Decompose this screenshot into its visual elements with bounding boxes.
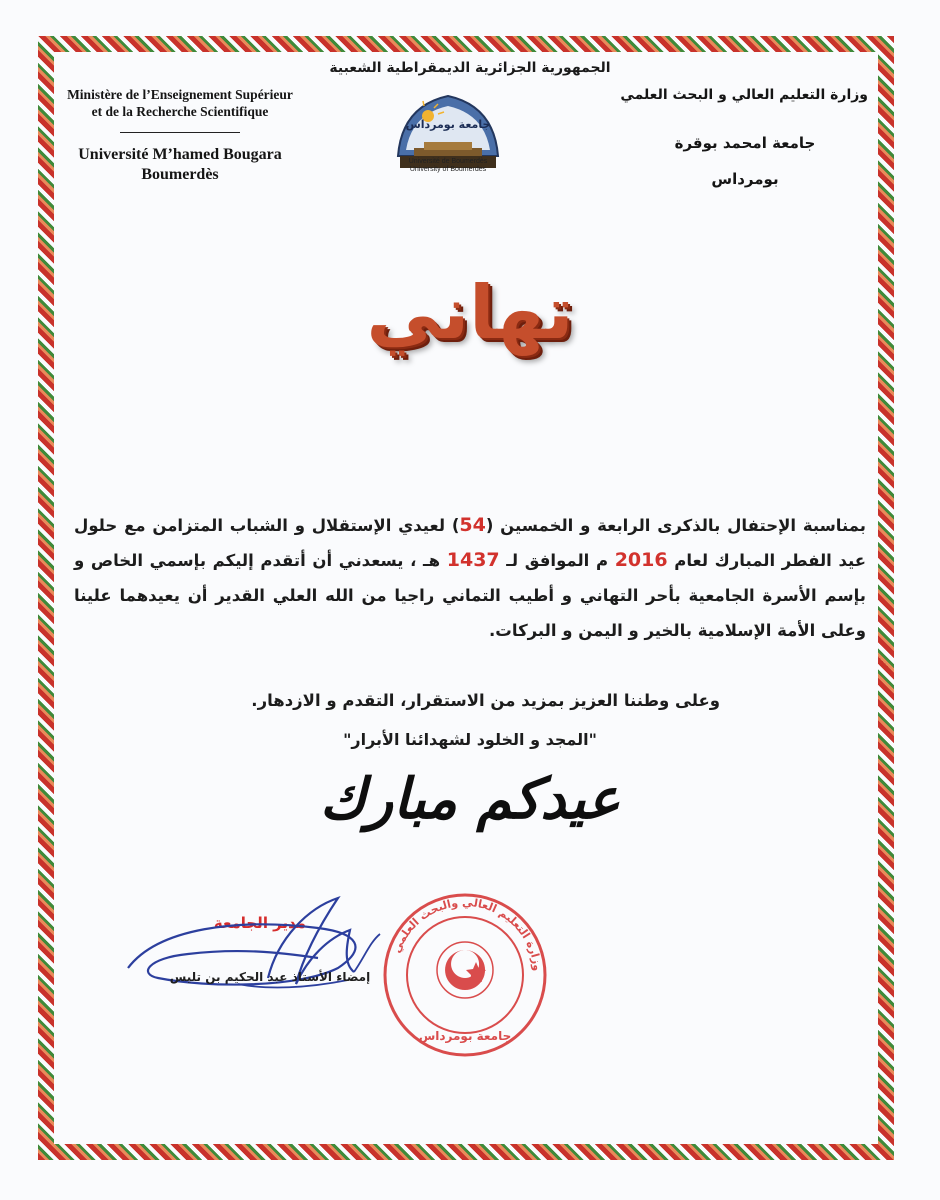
ar-city: بومرداس <box>711 170 779 188</box>
body-text-part2: ) لعيدي الإستقلال و الشباب المتزامن مع حلول عيد الفطر المبارك لعام <box>74 516 866 570</box>
fr-university-line2: Boumerdès <box>141 166 219 183</box>
fr-ministry-line2: et de la Recherche Scientifique <box>91 104 269 119</box>
signature-title: مدير الجامعة <box>213 914 307 932</box>
arabic-header <box>610 86 880 190</box>
signature-name: إمضاء الأستاذ عبد الحكيم بن تليس <box>169 970 371 984</box>
hijri-year: 1437 <box>446 549 500 571</box>
fr-ministry-line1: Ministère de l’Enseignement Supérieur <box>67 87 293 102</box>
ar-university: جامعة امحمد بوقرة <box>674 134 816 152</box>
martyrs-motto: "المجد و الخلود لشهدائنا الأبرار" <box>343 730 597 749</box>
gregorian-year: 2016 <box>614 549 668 571</box>
stamp-ring-text: وزارة التعليم العالي والبحث العلمي <box>389 895 544 972</box>
divider <box>120 132 240 133</box>
fr-university-line1: Université M’hamed Bougara <box>78 146 282 163</box>
body-text-part3: م الموافق لـ <box>499 551 615 570</box>
logo-caption-fr: Université de Boumerdès <box>408 158 488 165</box>
logo-caption <box>384 158 512 174</box>
wishes-line: وعلى وطننا العزيز بمزيد من الاستقرار، التقدم و الازدهار. <box>251 691 720 710</box>
official-stamp <box>380 890 550 1060</box>
anniversary-number: 54 <box>459 514 486 536</box>
greeting-title: تهاني <box>366 270 574 356</box>
ar-ministry: وزارة التعليم العالي و البحث العلمي <box>620 87 868 103</box>
body-text-part1: بمناسبة الإحتفال بالذكرى الرابعة و الخمسين ( <box>485 516 866 535</box>
republic-header: الجمهورية الجزائرية الديمقراطية الشعبية <box>329 60 611 76</box>
logo-arabic-text: جامعة بومرداس <box>405 118 491 131</box>
logo-caption-en: University of Boumerdes <box>409 166 487 173</box>
french-header <box>60 86 300 185</box>
signature-scribble <box>118 888 408 1018</box>
stamp-bottom-text: جامعة بومرداس <box>418 1029 512 1043</box>
eid-mubarak-calligraphy: عيدكم مبارك <box>319 766 621 832</box>
greeting-paragraph <box>74 508 866 648</box>
body-text-part4: هـ ، يسعدني أن أتقدم إليكم بإسمي الخاص و بإسم الأسرة الجامعية بأحر التهاني و أطيب التماني راجيا من الله العلي القدير أن يعيدهما علينا وعلى الأمة الإسلامية بالخير و اليمن و البركات. <box>74 551 866 640</box>
